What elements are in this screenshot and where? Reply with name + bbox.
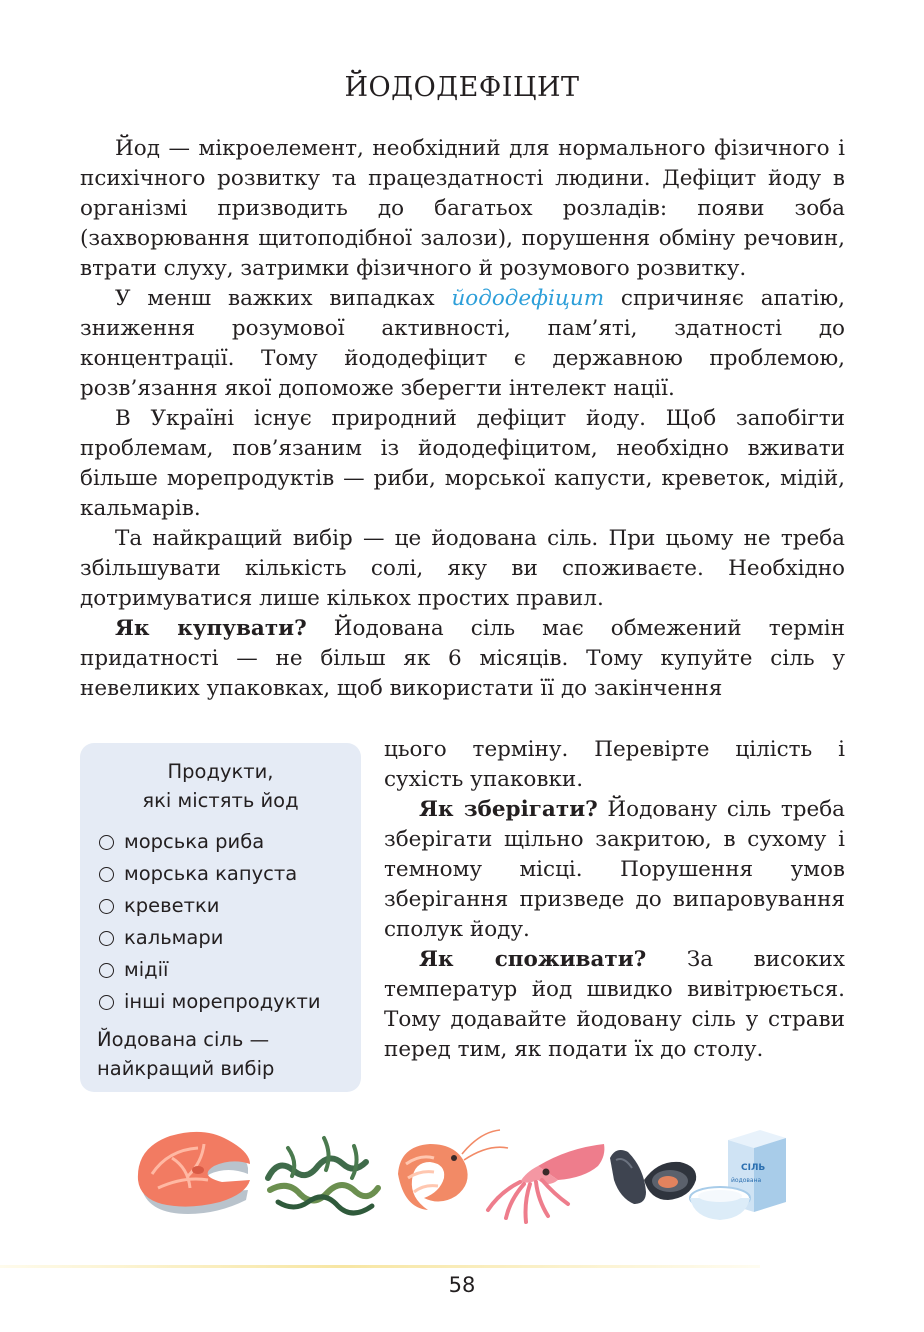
paragraph-1: Йод — мікроелемент, необхідний для нормального фізичного і психічного розвитку та працездатності людини. Дефіцит йоду в організмі призводить до багатьох розладів: появи зоба (захворювання щитоподібної залози), порушення обміну речовин, втрати слуху, затримки фізичного й розумового розвитку.: [80, 136, 845, 281]
wrapped-text: [384, 735, 845, 1065]
seafood-illustration: [128, 1118, 798, 1228]
box-title: Продукти, які містять йод: [142, 760, 299, 812]
paragraph-buy: Як купувати? Йодована сіль має обмежений термін придатності — не більш як 6 місяців. Тому купуйте сіль у невеликих упаковках, щоб використати її до закінчення: [80, 616, 845, 701]
salt-bowl-icon: [690, 1187, 750, 1220]
consume-heading: Як споживати?: [419, 947, 647, 972]
box-footer: Йодована сіль — найкращий вибір: [97, 1028, 275, 1080]
salmon-steak-icon: [138, 1132, 250, 1214]
paragraph-buy-continued: цього терміну. Перевірте цілість і сухість упаковки.: [384, 737, 845, 792]
salt-label-sub: йодована: [731, 1177, 762, 1184]
seaweed-icon: [268, 1138, 378, 1213]
circle-bullet-icon: [99, 995, 114, 1010]
paragraph-consume: Як споживати? За високих температур йод швидко вивітрюється. Тому додавайте йодовану сіль у страви перед тим, як подати їх до столу.: [384, 947, 845, 1062]
circle-bullet-icon: [99, 867, 114, 882]
salt-label: СІЛЬ: [741, 1163, 766, 1173]
paragraph-4: Та найкращий вибір — це йодована сіль. При цьому не треба збільшувати кількість солі, яку ви споживаєте. Необхідно дотримуватися лише кількох простих правил.: [80, 526, 845, 611]
circle-bullet-icon: [99, 899, 114, 914]
list-item: морська риба: [99, 826, 321, 858]
shrimp-icon: [398, 1130, 508, 1210]
highlighted-term: йододефіцит: [451, 286, 605, 311]
iodine-products-box: [80, 743, 361, 1092]
buy-heading: Як купувати?: [115, 616, 307, 641]
store-heading: Як зберігати?: [419, 797, 598, 822]
circle-bullet-icon: [99, 963, 114, 978]
products-list: [99, 826, 321, 1018]
paragraph-2: У менш важких випадках йододефіцит спричиняє апатію, зниження розумової активності, пам’яті, здатності до концентрації. Тому йододефіцит є державною проблемою, розв’язання якої допоможе зберегти інтелект нації.: [80, 286, 845, 401]
squid-icon: [488, 1144, 604, 1222]
list-item: кальмари: [99, 922, 321, 954]
list-item: мідії: [99, 954, 321, 986]
paragraph-store: Як зберігати? Йодовану сіль треба зберігати щільно закритою, в сухому і темному місці. Порушення умов зберігання призведе до випаровування сполук йоду.: [384, 797, 845, 942]
list-item: морська капуста: [99, 858, 321, 890]
main-text: [80, 134, 845, 704]
circle-bullet-icon: [99, 931, 114, 946]
footer-divider: [0, 1265, 760, 1268]
list-item: креветки: [99, 890, 321, 922]
list-item: інші морепродукти: [99, 986, 321, 1018]
page-number: 58: [448, 1273, 476, 1297]
circle-bullet-icon: [99, 835, 114, 850]
paragraph-3: В Україні існує природний дефіцит йоду. Щоб запобігти проблемам, пов’язаним із йододефіцитом, необхідно вживати більше морепродуктів — риби, морської капусти, креветок, мідій, кальмарів.: [80, 406, 845, 521]
page-title: ЙОДОДЕФІЦИТ: [344, 72, 580, 103]
mussel-icon: [610, 1150, 696, 1204]
